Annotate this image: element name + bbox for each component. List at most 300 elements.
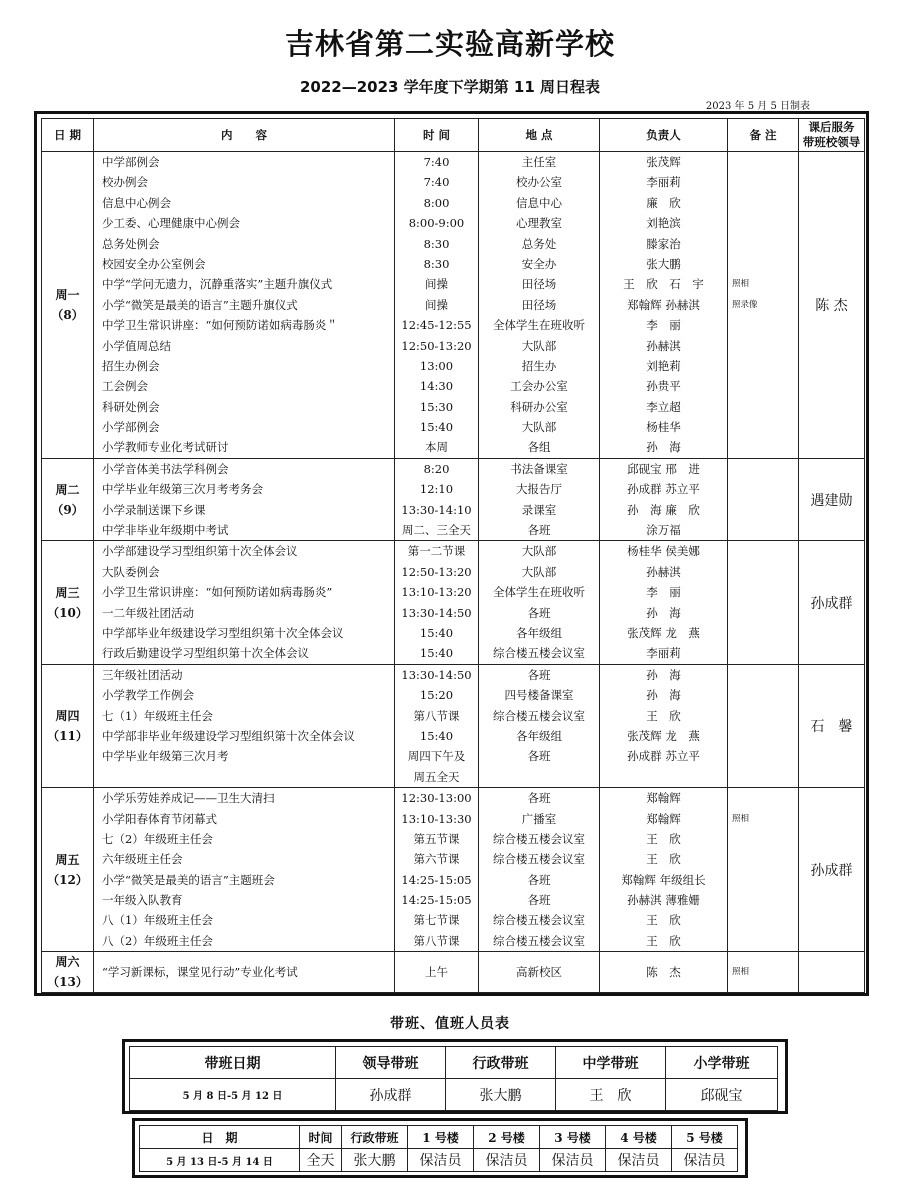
event-time: 间操 (425, 297, 448, 312)
event-person: 张大鹏 (646, 256, 681, 271)
event-time: 8:20 (423, 461, 450, 476)
event-note (728, 193, 798, 213)
event-content: 总务处例会 (102, 236, 160, 251)
duty-section-title: 带班、值班人员表 (390, 1016, 510, 1032)
event-time: 12:30-13:00 (401, 791, 472, 806)
day-block-row (42, 952, 865, 993)
event-place: 各年级组 (516, 625, 562, 640)
event-person: 张茂辉 (646, 155, 681, 169)
event-note (728, 603, 798, 623)
event-content-cell (94, 541, 395, 664)
event-place: 大报告厅 (516, 482, 562, 497)
event-time: 14:25-15:05 (401, 872, 472, 887)
duty1-cell: 5 月 8 日-5 月 12 日 (130, 1079, 336, 1111)
event-person: 郑翰辉 年级组长 (621, 872, 706, 887)
event-time: 周二、三全天 (402, 523, 471, 538)
duty-leader: 孙成群 (799, 788, 865, 952)
event-time: 7:40 (423, 155, 450, 169)
event-note (728, 417, 798, 437)
event-person: 孙赫淇 (646, 564, 681, 579)
day-label-cell (42, 664, 94, 787)
event-person: 张茂辉 龙 燕 (627, 625, 700, 640)
day-label-cell (42, 541, 94, 664)
header-leader-line1: 课后服务 (808, 120, 855, 134)
event-content: 校办例会 (102, 175, 148, 190)
event-person: 王 欣 (646, 708, 681, 723)
event-person: 滕家治 (646, 236, 681, 251)
event-place: 主任室 (521, 155, 557, 169)
event-time: 15:40 (419, 646, 454, 661)
event-note (728, 665, 798, 685)
event-place: 全体学生在班收听 (493, 318, 585, 333)
event-person: 杨桂华 侯美娜 (627, 544, 700, 559)
event-place: 大队部 (521, 544, 557, 559)
page-subtitle: 2022—2023 学年度下学期第 11 周日程表 (299, 78, 601, 96)
event-person: 刘艳莉 (646, 358, 681, 373)
event-content: 信息中心例会 (102, 195, 171, 210)
event-content-cell (94, 788, 395, 952)
duty2-cell: 保洁员 (408, 1149, 474, 1172)
event-content: 小学值周总结 (102, 338, 171, 353)
event-note (728, 315, 798, 335)
event-time: 12:50-13:20 (401, 338, 472, 353)
event-content-cell (94, 152, 395, 459)
event-note-cell (728, 152, 799, 459)
event-person-cell (600, 788, 728, 952)
event-content: 中学“学问无遗力，沉静重落实”主题升旗仪式 (102, 277, 333, 292)
event-person: 邱砚宝 邢 进 (627, 461, 700, 476)
day-label-cell (42, 458, 94, 541)
schedule-frame (34, 111, 869, 996)
event-note (728, 459, 798, 479)
event-note: 照相 (732, 967, 750, 978)
event-content: 校园安全办公室例会 (102, 256, 206, 271)
event-content: 小学“微笑是最美的语言”主题班会 (102, 872, 275, 887)
event-time: 8:00 (423, 195, 450, 210)
event-time-cell (395, 788, 479, 952)
event-time: 12:50-13:20 (401, 564, 472, 579)
event-time: 第六节课 (413, 852, 460, 867)
event-time: 第七节课 (413, 913, 460, 928)
event-person: 李立超 (646, 399, 681, 414)
duty-leader (799, 952, 865, 993)
event-place: 工会办公室 (510, 379, 568, 394)
event-content: 小学阳春体育节闭幕式 (102, 811, 217, 826)
event-place: 各年级组 (516, 728, 562, 743)
duty-leader: 遇建勋 (799, 458, 865, 541)
event-note: 照录像 (732, 299, 758, 310)
duty2-header-cell: 日 期 (140, 1126, 300, 1149)
event-person: 郑翰辉 孙赫淇 (627, 297, 700, 312)
duty1-header-cell: 行政带班 (446, 1047, 556, 1079)
event-person: 刘艳滨 (646, 216, 681, 231)
event-place: 大队部 (521, 338, 557, 353)
event-content: 小学教学工作例会 (102, 688, 194, 703)
event-time: 15:20 (419, 688, 454, 703)
event-person: 孙 海 (646, 688, 681, 703)
event-note-cell (728, 664, 799, 787)
event-place-cell (479, 152, 600, 459)
event-place: 综合楼五楼会议室 (493, 646, 585, 661)
day-name: 周四 (55, 708, 80, 723)
event-person: 王 欣 (646, 933, 681, 948)
day-name: 周三 (55, 585, 80, 600)
event-time: 14:30 (419, 379, 454, 394)
event-place: 综合楼五楼会议室 (493, 852, 585, 867)
event-note (728, 437, 798, 457)
event-person: 孙贵平 (646, 379, 681, 394)
header-time: 时 间 (395, 119, 479, 152)
duty1-cell: 邱砚宝 (666, 1079, 778, 1111)
duty-table-2 (139, 1125, 738, 1172)
header-note: 备 注 (728, 119, 799, 152)
event-place-cell (479, 664, 600, 787)
event-content: 一年级入队教育 (102, 893, 183, 908)
event-place-cell (479, 541, 600, 664)
event-time: 13:00 (419, 358, 454, 373)
event-person: 陈 杰 (646, 965, 681, 980)
event-person: 李 丽 (646, 318, 681, 333)
event-note (728, 520, 798, 540)
event-note (728, 152, 798, 172)
event-content-cell (94, 458, 395, 541)
event-person: 王 欣 石 宇 (623, 277, 704, 292)
event-content: 中学非毕业年级期中考试 (102, 523, 229, 538)
event-note (728, 562, 798, 582)
duty-table-2-row (140, 1149, 738, 1172)
event-time: 13:30-14:50 (401, 605, 472, 620)
event-time-cell (395, 152, 479, 459)
event-person: 孙 海 廉 欣 (627, 502, 700, 517)
duty-table-1-header (130, 1047, 778, 1079)
event-note (728, 685, 798, 705)
event-content: 三年级社团活动 (102, 667, 183, 682)
event-time: 14:25-15:05 (401, 893, 472, 908)
duty-leader: 石 馨 (799, 664, 865, 787)
event-note (728, 541, 798, 561)
event-place-cell (479, 952, 600, 993)
event-content: 六年级班主任会 (102, 852, 183, 867)
event-person: 郑翰辉 (646, 811, 681, 826)
duty2-header-cell: 时间 (300, 1126, 342, 1149)
event-note (728, 726, 798, 746)
duty1-header-cell: 小学带班 (666, 1047, 778, 1079)
event-content: 小学教师专业化考试研讨 (102, 440, 229, 455)
day-name: 周二 (55, 482, 80, 497)
header-person: 负责人 (600, 119, 728, 152)
event-content: 少工委、心理健康中心例会 (102, 216, 240, 231)
event-content: 中学部非毕业年级建设学习型组织第十次全体会议 (102, 728, 355, 743)
event-person: 孙赫淇 薄雅姗 (627, 893, 700, 908)
event-note-cell (728, 458, 799, 541)
event-person: 涂万福 (646, 523, 681, 538)
event-content: 小学乐劳娃养成记——卫生大清扫 (102, 791, 275, 806)
event-person-cell (600, 458, 728, 541)
day-block-row (42, 152, 865, 459)
day-block-row (42, 788, 865, 952)
header-day: 日 期 (42, 119, 94, 152)
event-note (728, 849, 798, 869)
event-time: 15:40 (419, 625, 454, 640)
event-place: 各班 (527, 523, 551, 538)
event-note (728, 706, 798, 726)
duty2-header-cell: 行政带班 (342, 1126, 408, 1149)
schedule-table (41, 118, 865, 993)
day-name: 周一 (55, 287, 80, 302)
event-note (728, 788, 798, 808)
day-block-row (42, 541, 865, 664)
header-leader (799, 119, 865, 152)
event-time-cell (395, 458, 479, 541)
event-content: 工会例会 (102, 379, 148, 394)
event-note (728, 213, 798, 233)
event-note-cell (728, 788, 799, 952)
duty2-cell: 保洁员 (540, 1149, 606, 1172)
event-note: 照相 (732, 813, 750, 824)
event-time: 13:10-13:30 (401, 811, 472, 826)
event-content: 行政后勤建设学习型组织第十次全体会议 (102, 646, 309, 661)
event-place: 综合楼五楼会议室 (493, 831, 585, 846)
event-content: 八（2）年级班主任会 (102, 933, 213, 948)
event-place: 田径场 (521, 277, 557, 292)
event-place: 综合楼五楼会议室 (493, 708, 585, 723)
duty1-cell: 张大鹏 (446, 1079, 556, 1111)
day-number: （12） (47, 872, 88, 887)
event-content: 小学“微笑是最美的语言”主题升旗仪式 (102, 297, 298, 312)
event-time: 8:00-9:00 (408, 216, 465, 231)
event-content: 小学音体美书法学科例会 (102, 461, 229, 476)
duty2-header-cell: 4 号楼 (606, 1126, 672, 1149)
event-place: 全体学生在班收听 (493, 585, 585, 600)
event-note (728, 746, 798, 787)
event-time: 13:10-13:20 (401, 585, 472, 600)
event-place: 四号楼备课室 (504, 688, 574, 703)
event-person: 李丽莉 (646, 175, 681, 190)
event-time-cell (395, 664, 479, 787)
event-place: 安全办 (521, 256, 557, 271)
duty1-header-cell: 带班日期 (130, 1047, 336, 1079)
page-title: 吉林省第二实验高新学校 (284, 27, 615, 61)
event-time: 上午 (425, 965, 448, 980)
event-place: 书法备课室 (510, 461, 568, 476)
event-person: 孙 海 (646, 667, 681, 682)
event-content: 中学毕业年级第三次月考 (102, 749, 229, 764)
duty1-header-cell: 领导带班 (336, 1047, 446, 1079)
event-time: 15:30 (419, 399, 454, 414)
duty2-cell: 保洁员 (606, 1149, 672, 1172)
event-note (728, 500, 798, 520)
event-time: 12:45-12:55 (401, 318, 472, 333)
event-content: 中学部毕业年级建设学习型组织第十次全体会议 (102, 625, 344, 640)
event-person: 孙成群 苏立平 (627, 482, 700, 497)
event-place: 综合楼五楼会议室 (493, 913, 585, 928)
event-time: 12:10 (419, 482, 454, 497)
event-content: 七（1）年级班主任会 (102, 708, 213, 723)
duty1-cell: 王 欣 (556, 1079, 666, 1111)
duty2-header-cell: 2 号楼 (474, 1126, 540, 1149)
event-time: 7:40 (423, 175, 450, 190)
event-note (728, 356, 798, 376)
duty-table-1-frame (122, 1039, 788, 1114)
time-line: 周五全天 (413, 769, 460, 784)
day-label-cell (42, 152, 94, 459)
event-place-cell (479, 458, 600, 541)
event-note-cell (728, 952, 799, 993)
duty2-cell: 全天 (300, 1149, 342, 1172)
event-person-cell (600, 541, 728, 664)
duty-table-1-row (130, 1079, 778, 1111)
event-person: 王 欣 (646, 831, 681, 846)
event-person: 王 欣 (646, 852, 681, 867)
event-place: 大队部 (521, 564, 557, 579)
event-person: 孙赫淇 (646, 338, 681, 353)
event-content: 招生办例会 (102, 358, 160, 373)
event-place: 信息中心 (516, 195, 562, 210)
day-number: （8） (51, 307, 84, 322)
event-note (728, 479, 798, 499)
event-note (728, 910, 798, 930)
duty2-header-cell: 5 号楼 (672, 1126, 738, 1149)
event-content: 科研处例会 (102, 399, 160, 414)
day-number: （11） (47, 728, 88, 743)
duty2-header-cell: 1 号楼 (408, 1126, 474, 1149)
event-person: 李丽莉 (646, 646, 681, 661)
event-time: 间操 (425, 277, 448, 292)
schedule-header-row (42, 119, 865, 152)
event-note (728, 376, 798, 396)
day-number: （10） (47, 605, 88, 620)
event-content: 大队委例会 (102, 564, 160, 579)
made-date: 2023 年 5 月 5 日制表 (705, 101, 810, 112)
event-time: 第一二节课 (407, 544, 466, 559)
event-content: 八（1）年级班主任会 (102, 913, 213, 928)
event-person-cell (600, 152, 728, 459)
event-person: 王 欣 (646, 913, 681, 928)
event-person-cell (600, 952, 728, 993)
event-note: 照相 (732, 279, 750, 290)
event-time: 8:30 (423, 236, 450, 251)
event-place: 各班 (527, 893, 551, 908)
header-place: 地 点 (479, 119, 600, 152)
duty1-header-cell: 中学带班 (556, 1047, 666, 1079)
duty2-cell: 保洁员 (672, 1149, 738, 1172)
event-content: 一二年级社团活动 (102, 605, 194, 620)
event-note (728, 336, 798, 356)
event-content: 七（2）年级班主任会 (102, 831, 213, 846)
event-time: 15:40 (419, 728, 454, 743)
event-time (395, 746, 478, 787)
day-name: 周六 (55, 955, 80, 970)
event-note (728, 890, 798, 910)
event-person-cell (600, 664, 728, 787)
event-time: 第八节课 (413, 708, 460, 723)
event-time: 本周 (425, 440, 448, 455)
event-place: 各班 (527, 791, 551, 806)
duty-leader: 孙成群 (799, 541, 865, 664)
event-place-cell (479, 788, 600, 952)
event-content-cell (94, 664, 395, 787)
event-note (728, 234, 798, 254)
event-place: 各班 (527, 749, 551, 764)
event-note (728, 254, 798, 274)
event-time: 8:30 (423, 256, 450, 271)
event-person: 李 丽 (646, 585, 681, 600)
event-person: 廉 欣 (646, 195, 681, 210)
event-place: 录课室 (521, 502, 557, 517)
event-place: 总务处 (521, 236, 557, 251)
duty-table-2-header (140, 1126, 738, 1149)
event-time: 13:30-14:50 (401, 667, 472, 682)
event-content-cell (94, 952, 395, 993)
day-number: （9） (51, 502, 84, 517)
duty-table-1 (129, 1046, 778, 1111)
event-time-cell (395, 541, 479, 664)
event-note-cell (728, 541, 799, 664)
event-place: 校办公室 (516, 175, 562, 190)
duty1-cell: 孙成群 (336, 1079, 446, 1111)
event-place: 高新校区 (516, 965, 562, 980)
event-place: 各班 (527, 872, 551, 887)
event-place: 各组 (527, 440, 551, 455)
header-leader-line2: 带班校领导 (802, 135, 861, 149)
header-content: 内 容 (94, 119, 395, 152)
day-name: 周五 (55, 852, 80, 867)
event-content: 中学部例会 (102, 155, 160, 169)
event-place: 科研办公室 (510, 399, 568, 414)
event-note (728, 582, 798, 602)
event-time: 13:30-14:10 (401, 502, 472, 517)
time-line: 周四下午及 (407, 749, 466, 764)
event-person: 孙 海 (646, 605, 681, 620)
event-person: 杨桂华 (646, 420, 681, 435)
event-note (728, 172, 798, 192)
duty2-header-cell: 3 号楼 (540, 1126, 606, 1149)
event-content: 小学部例会 (102, 420, 160, 435)
duty2-cell: 保洁员 (474, 1149, 540, 1172)
event-person: 孙成群 苏立平 (627, 749, 700, 764)
event-time: 第八节课 (413, 933, 460, 948)
duty2-cell: 5 月 13 日-5 月 14 日 (140, 1149, 300, 1172)
event-person: 郑翰辉 (646, 791, 681, 806)
event-place: 大队部 (521, 420, 557, 435)
day-label-cell (42, 952, 94, 993)
duty-leader: 陈 杰 (799, 152, 865, 459)
event-content: 小学录制送课下乡课 (102, 502, 206, 517)
event-place: 田径场 (521, 297, 557, 312)
event-content: 小学卫生常识讲座：“如何预防诺如病毒肠炎” (102, 585, 333, 600)
event-time-cell (395, 952, 479, 993)
duty-table-2-frame (132, 1118, 748, 1178)
event-content: 小学部建设学习型组织第十次全体会议 (102, 544, 298, 559)
day-block-row (42, 458, 865, 541)
event-note (728, 829, 798, 849)
event-note (728, 623, 798, 643)
event-person: 张茂辉 龙 燕 (627, 728, 700, 743)
duty2-cell: 张大鹏 (342, 1149, 408, 1172)
event-time: 15:40 (419, 420, 454, 435)
event-note (728, 870, 798, 890)
day-number: （13） (47, 975, 88, 990)
event-content: “学习新课标，课堂见行动”专业化考试 (102, 965, 298, 980)
day-block-row (42, 664, 865, 787)
event-content: 中学卫生常识讲座：“如何预防诺如病毒肠炎＂ (102, 318, 338, 333)
event-time: 第五节课 (413, 831, 460, 846)
event-place: 广播室 (521, 811, 557, 826)
event-person: 孙 海 (646, 440, 681, 455)
event-place: 各班 (527, 667, 551, 682)
day-label-cell (42, 788, 94, 952)
event-content: 中学毕业年级第三次月考考务会 (102, 482, 263, 497)
